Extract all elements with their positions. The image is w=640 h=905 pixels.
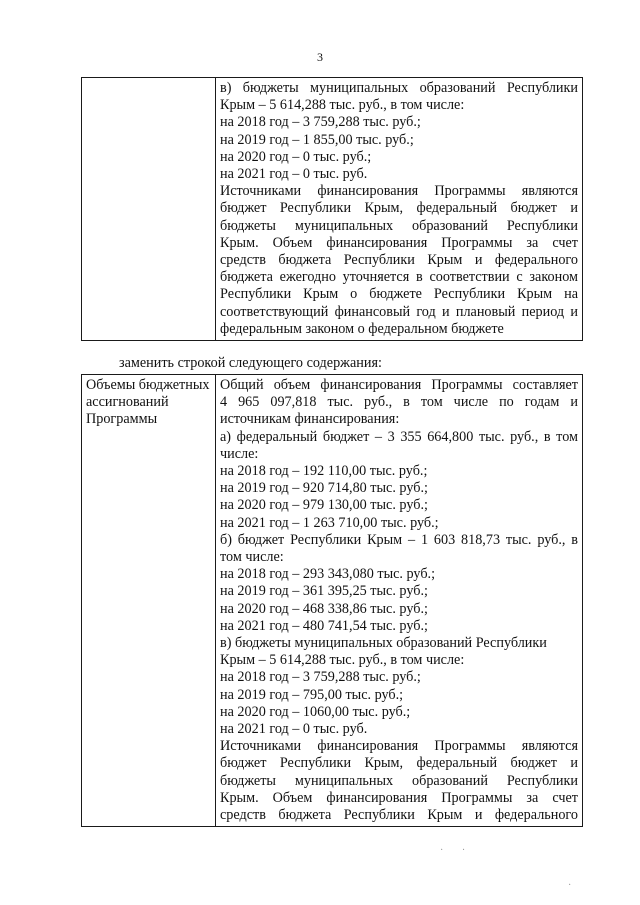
text-line: в) бюджеты муниципальных образований Республики xyxy=(220,80,578,96)
text-line: том числе: xyxy=(220,549,284,566)
text-line: федеральным законом о федеральном бюджете xyxy=(220,320,504,337)
text-line: соответствующий финансовый год и плановый период и xyxy=(220,303,578,320)
text-line: 4 965 097,818 тыс. руб., в том числе по годам и xyxy=(220,394,578,411)
text-line: на 2020 год – 468 338,86 тыс. руб.; xyxy=(220,600,428,617)
new-left-text xyxy=(86,377,211,429)
table-row xyxy=(82,78,583,341)
text-line: средств бюджета Республики Крым и федерального xyxy=(220,807,578,824)
text-line: числе: xyxy=(220,445,259,462)
text-line: на 2019 год – 361 395,25 тыс. руб.; xyxy=(220,583,428,600)
text-line: источникам финансирования: xyxy=(220,411,400,428)
text-line: Источниками финансирования Программы являются xyxy=(220,738,578,755)
text-line: Республики Крым о бюджете Республики Крым на xyxy=(220,286,578,303)
text-line: а) федеральный бюджет – 3 355 664,800 тыс. руб., в том xyxy=(220,428,578,445)
text-line: бюджет Республики Крым, федеральный бюджет и xyxy=(220,200,578,217)
text-line: Общий объем финансирования Программы составляет xyxy=(220,377,578,393)
new-right-text xyxy=(220,377,578,824)
new-right-cell xyxy=(216,375,583,827)
text-line: на 2021 год – 480 741,54 тыс. руб.; xyxy=(220,617,428,634)
text-line: на 2018 год – 3 759,288 тыс. руб.; xyxy=(220,669,421,686)
text-line: на 2020 год – 0 тыс. руб.; xyxy=(220,148,372,165)
text-line: Крым – 5 614,288 тыс. руб., в том числе: xyxy=(220,652,465,669)
text-line: на 2019 год – 920 714,80 тыс. руб.; xyxy=(220,480,428,497)
text-line: Крым. Объем финансирования Программы за счет xyxy=(220,234,578,251)
text-line: бюджета ежегодно уточняется в соответствии с законом xyxy=(220,269,578,286)
text-line: бюджет Республики Крым, федеральный бюджет и xyxy=(220,755,578,772)
old-right-text xyxy=(220,80,578,338)
text-line: Источниками финансирования Программы являются xyxy=(220,183,578,200)
text-line: на 2021 год – 0 тыс. руб. xyxy=(220,166,368,183)
scan-artifact-dot: · xyxy=(568,880,572,891)
replace-instruction: заменить строкой следующего содержания: xyxy=(119,355,382,371)
text-line: Объемы бюджетных xyxy=(86,377,210,393)
text-line: на 2019 год – 795,00 тыс. руб.; xyxy=(220,686,404,703)
text-line: бюджеты муниципальных образований Республики xyxy=(220,217,578,234)
new-budget-table xyxy=(81,374,583,827)
text-line: на 2020 год – 979 130,00 тыс. руб.; xyxy=(220,497,428,514)
text-line: ассигнований xyxy=(86,394,169,411)
text-line: б) бюджет Республики Крым – 1 603 818,73 тыс. руб., в xyxy=(220,531,578,548)
text-line: на 2018 год – 293 343,080 тыс. руб.; xyxy=(220,566,436,583)
table-row xyxy=(82,375,583,827)
text-line: на 2019 год – 1 855,00 тыс. руб.; xyxy=(220,131,414,148)
text-line: Программы xyxy=(86,411,158,428)
new-left-cell xyxy=(82,375,216,827)
text-line: Крым – 5 614,288 тыс. руб., в том числе: xyxy=(220,97,465,114)
page-number: 3 xyxy=(317,50,323,64)
text-line: на 2018 год – 3 759,288 тыс. руб.; xyxy=(220,114,421,131)
text-line: бюджеты муниципальных образований Республики xyxy=(220,772,578,789)
text-line: на 2018 год – 192 110,00 тыс. руб.; xyxy=(220,463,428,480)
text-line: в) бюджеты муниципальных образований Республики xyxy=(220,635,547,652)
text-line: на 2021 год – 1 263 710,00 тыс. руб.; xyxy=(220,514,439,531)
text-line: Крым. Объем финансирования Программы за счет xyxy=(220,789,578,806)
text-line: средств бюджета Республики Крым и федерального xyxy=(220,252,578,269)
old-right-cell xyxy=(216,78,583,341)
text-line: на 2021 год – 0 тыс. руб. xyxy=(220,721,368,738)
text-line: на 2020 год – 1060,00 тыс. руб.; xyxy=(220,703,411,720)
old-budget-table xyxy=(81,77,583,341)
old-left-cell xyxy=(82,78,216,341)
scan-artifact-dots: · · xyxy=(440,845,474,856)
